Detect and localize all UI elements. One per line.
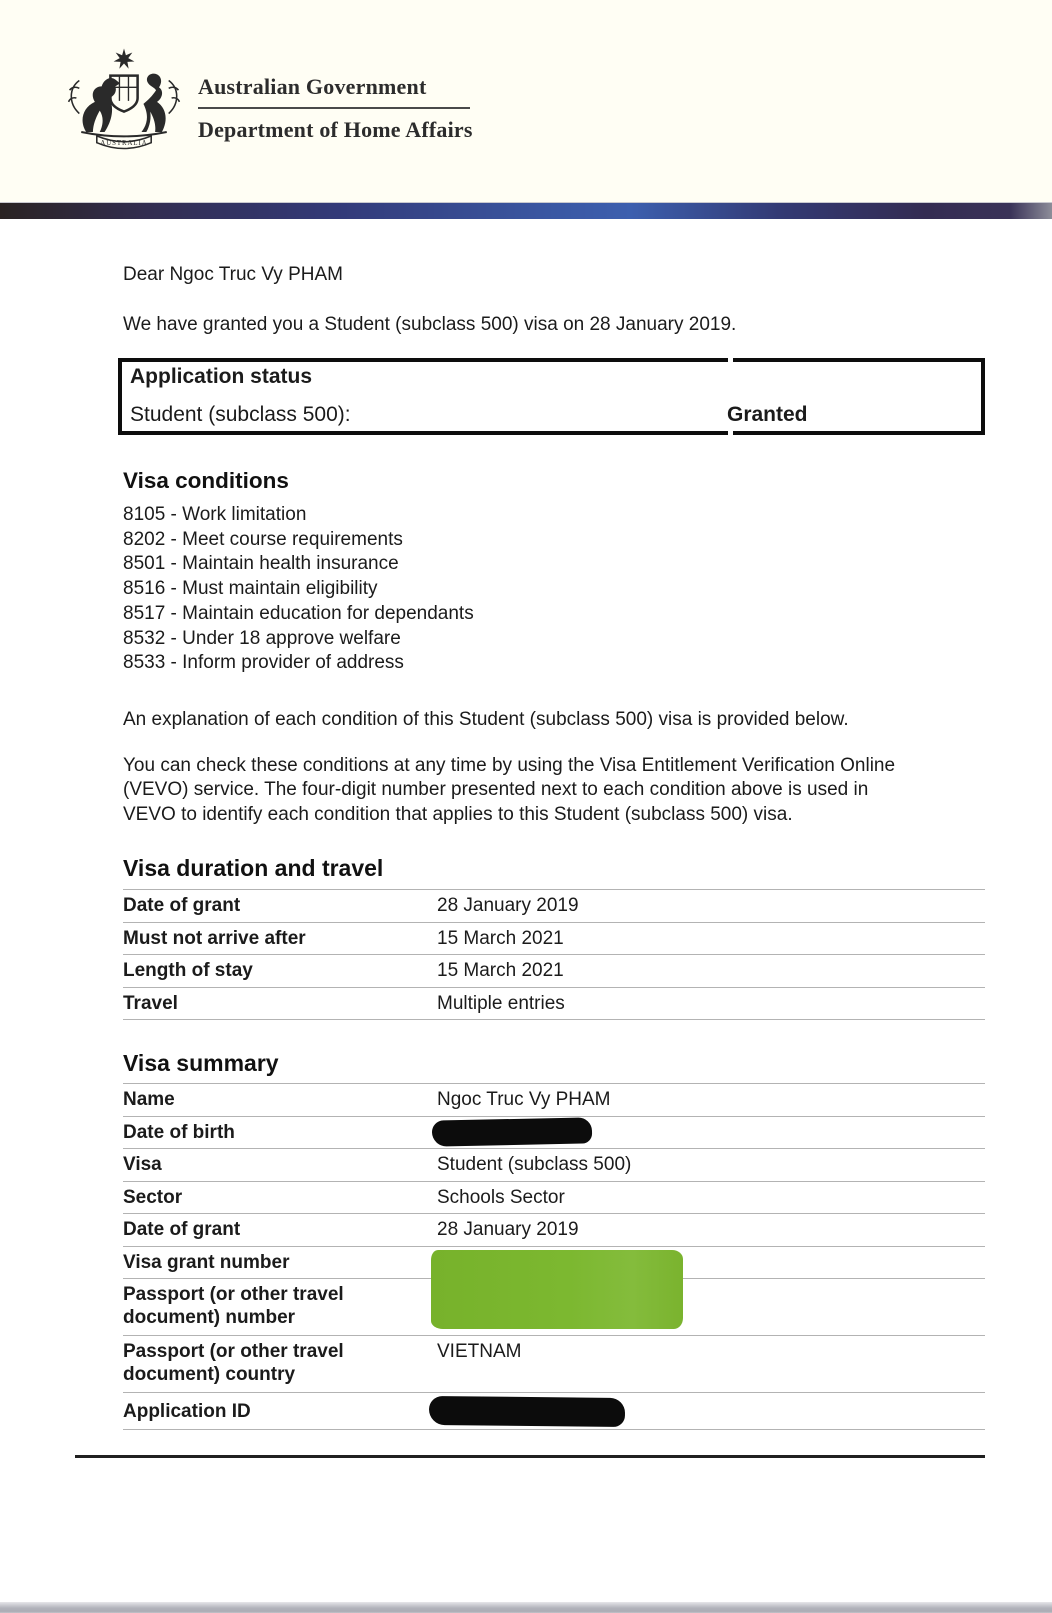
condition-item: 8517 - Maintain education for dependants xyxy=(123,602,474,624)
table-row: Visa Student (subclass 500) xyxy=(123,1148,985,1181)
status-badge: Granted xyxy=(727,403,808,426)
application-status-box xyxy=(118,358,985,435)
table-row: Sector Schools Sector xyxy=(123,1181,985,1214)
intro-line: We have granted you a Student (subclass 500) visa on 28 January 2019. xyxy=(123,314,737,335)
vevo-paragraph xyxy=(123,754,983,827)
table-row: Date of birth xyxy=(123,1116,985,1149)
condition-item: 8501 - Maintain health insurance xyxy=(123,553,399,575)
australian-coat-of-arms-logo xyxy=(56,40,192,156)
table-row: Visa grant number xyxy=(123,1246,985,1279)
redaction-green-block xyxy=(431,1250,683,1329)
redaction-black-dob xyxy=(432,1118,593,1147)
visa-conditions-list xyxy=(123,503,474,676)
emu-icon xyxy=(141,74,165,132)
condition-item: 8516 - Must maintain eligibility xyxy=(123,578,378,600)
condition-item: 8202 - Meet course requirements xyxy=(123,528,403,550)
agency-title: Australian Government xyxy=(198,74,427,99)
vevo-line: You can check these conditions at any time by using the Visa Entitlement Verification Online xyxy=(123,755,896,776)
redaction-black-application-id xyxy=(429,1395,625,1426)
ground-line xyxy=(81,132,166,136)
letterhead-titles xyxy=(198,74,473,143)
condition-item: 8105 - Work limitation xyxy=(123,504,307,525)
application-status-row xyxy=(130,403,975,427)
table-row: Application ID xyxy=(123,1392,985,1429)
wattle-branch-left xyxy=(69,81,80,114)
duration-heading: Visa duration and travel xyxy=(123,855,384,881)
vevo-line: (VEVO) service. The four-digit number presented next to each condition above is used in xyxy=(123,779,869,801)
letterhead-divider xyxy=(198,107,470,109)
border-notch-bottom xyxy=(728,431,733,435)
department-title: Department of Home Affairs xyxy=(198,117,473,142)
condition-item: 8532 - Under 18 approve welfare xyxy=(123,627,401,649)
table-row: Name Ngoc Truc Vy PHAM xyxy=(123,1083,985,1116)
visa-class-label: Student (subclass 500): xyxy=(130,403,351,426)
condition-item: 8533 - Inform provider of address xyxy=(123,652,404,674)
table-row: Passport (or other travel document) country VIETNAM xyxy=(123,1335,985,1392)
table-row: Travel Multiple entries xyxy=(123,987,985,1020)
table-row: Date of grant 28 January 2019 xyxy=(123,1213,985,1246)
table-row: Date of grant 28 January 2019 xyxy=(123,889,985,922)
application-status-title: Application status xyxy=(130,365,313,388)
vevo-line: VEVO to identify each condition that applies to this Student (subclass 500) visa. xyxy=(123,803,793,825)
visa-conditions-heading: Visa conditions xyxy=(123,468,289,493)
banner-text: AUSTRALIA xyxy=(100,140,148,148)
salutation: Dear Ngoc Truc Vy PHAM xyxy=(123,264,343,285)
summary-heading: Visa summary xyxy=(123,1050,279,1076)
wattle-branch-right xyxy=(169,81,180,114)
border-notch-top xyxy=(728,358,733,362)
letterhead xyxy=(0,0,1052,202)
header-accent-bar xyxy=(0,202,1052,219)
table-row: Passport (or other travel document) number xyxy=(123,1278,985,1335)
explanation-paragraph: An explanation of each condition of this Student (subclass 500) visa is provided below. xyxy=(123,709,849,730)
table-row: Length of stay 15 March 2021 xyxy=(123,954,985,987)
duration-table xyxy=(123,889,985,1020)
footer-rule xyxy=(75,1455,985,1458)
summary-table xyxy=(123,1083,985,1430)
table-row: Must not arrive after 15 March 2021 xyxy=(123,922,985,955)
star-icon xyxy=(114,48,135,68)
bottom-edge-band xyxy=(0,1602,1052,1613)
